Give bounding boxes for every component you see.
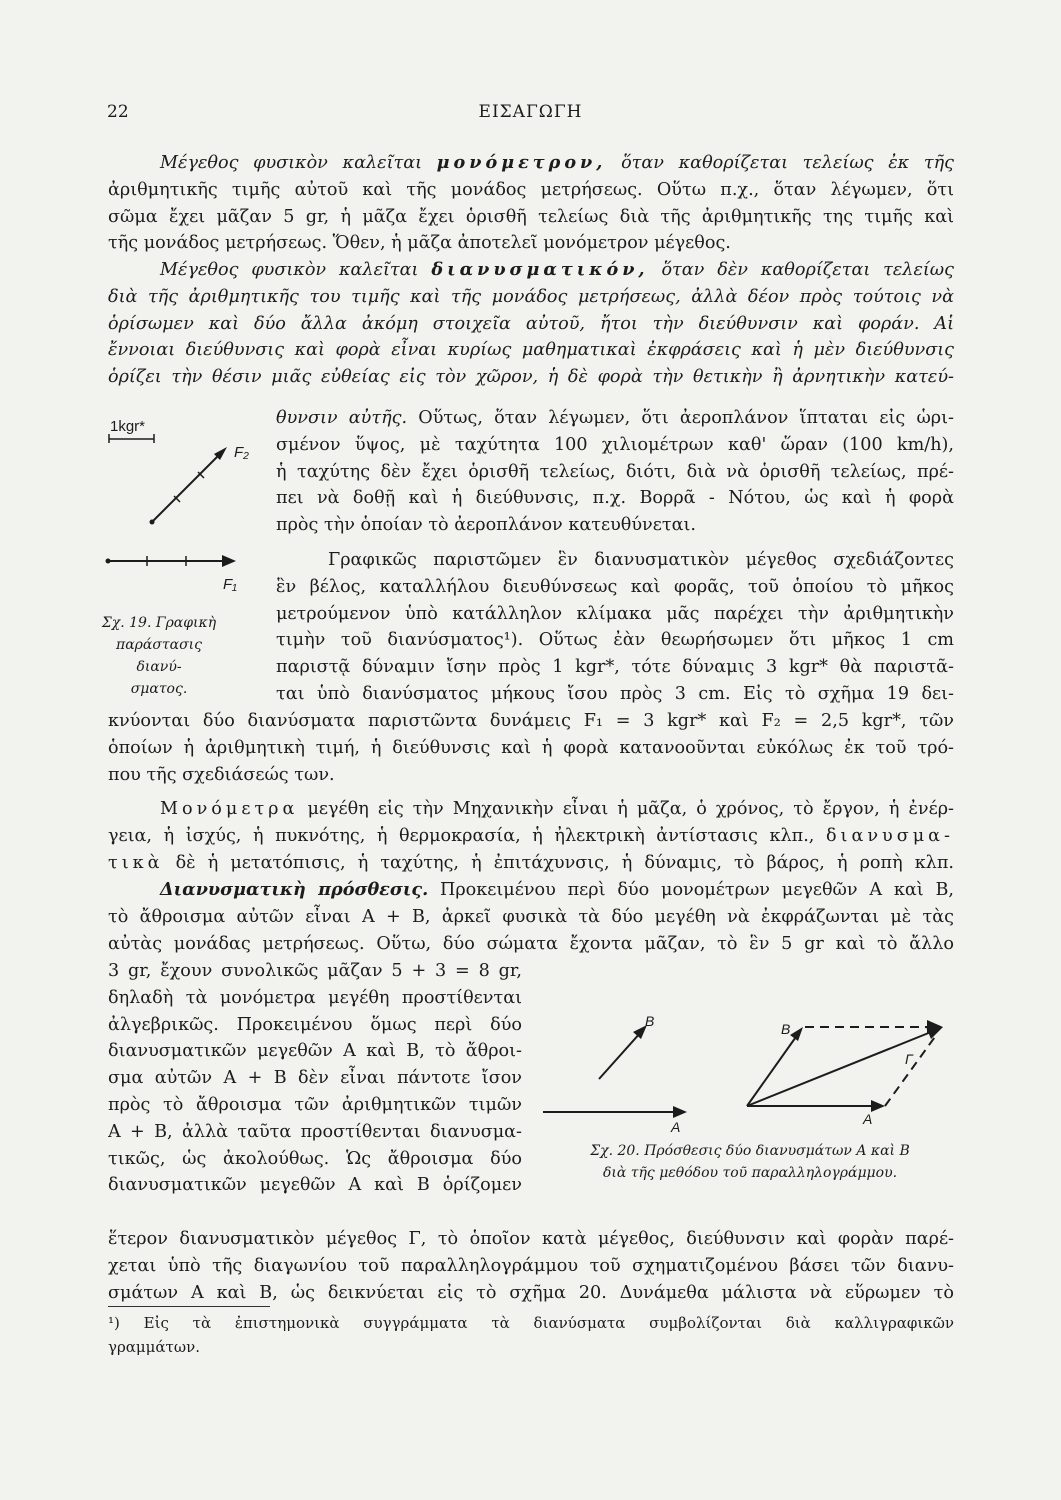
scale-label: 1kgr* — [110, 418, 146, 435]
text-line: ἀριθμητικῆς τιμῆς αὐτοῦ καὶ τῆς μονάδος μετρήσεως. Οὕτω π.χ., ὅταν λέγωμεν, ὅτι — [108, 179, 954, 200]
caption-line: παράστασις διανύ- — [116, 637, 202, 675]
paragraph-examples — [108, 796, 954, 876]
term-scalar: μονόμετρον, — [436, 152, 607, 173]
caption-line: Σχ. 20. Πρόσθεσις δύο διανυσμάτων Α καὶ Β — [590, 1143, 910, 1159]
label-f2: F₂ — [234, 444, 249, 461]
text: Γραφικῶς παριστῶμεν ἓν διανυσματικὸν μέγεθος σχεδιάζοντες — [328, 550, 954, 570]
text-line: ἓν βέλος, καταλλήλου διευθύνσεως καὶ φορᾶς, τοῦ ὁποίου τὸ μῆκος — [276, 576, 954, 597]
text-line: παριστᾷ δύναμιν ἴσην πρὸς 1 kgr*, τότε δύναμις 3 kgr* θὰ παριστᾶ- — [276, 657, 954, 678]
paragraph-vector-addition-end — [108, 1226, 954, 1306]
text-line: σμένον ὕψος, μὲ ταχύτητα 100 χιλιομέτρων καθ' ὥραν (100 km/h), — [276, 434, 954, 455]
paragraph-vector-addition-intro — [108, 877, 954, 957]
running-head: ΕΙΣΑΓΩΓΗ — [478, 102, 583, 122]
text-line: ὁρίζει τὴν θέσιν μιᾶς εὐθείας εἰς τὸν χῶρον, ἡ δὲ φορὰ τὴν θετικὴν ἢ ἀρνητικὴν κατεύ- — [108, 367, 954, 388]
text: Μέγεθος φυσικὸν καλεῖται — [160, 260, 432, 280]
text-line: χεται ὑπὸ τῆς διαγωνίου τοῦ παραλληλογράμμου τοῦ σχηματιζομένου βάσει τῶν διανυ- — [108, 1255, 954, 1276]
vector-a-left — [543, 1106, 687, 1118]
text-line: τικῶς, ὡς ἀκολούθως. Ὡς ἄθροισμα δύο — [108, 1148, 522, 1169]
vector-f2 — [150, 447, 228, 525]
text-line: σμα αὐτῶν Α + Β δὲν εἶναι πάντοτε ἴσον — [108, 1068, 522, 1089]
text-line: τὸ ἄθροισμα αὐτῶν εἶναι Α + Β, ἀρκεῖ φυσικὰ τὰ δύο μεγέθη νὰ ἐκφράζωνται μὲ τὰς — [108, 906, 954, 927]
label-a-left: A — [671, 1119, 681, 1135]
text: ὅταν καθορίζεται τελείως ἐκ τῆς — [606, 153, 954, 173]
text: ὅταν δὲν καθορίζεται τελείως — [648, 260, 954, 280]
text-line: διὰ τῆς ἀριθμητικῆς του τιμῆς καὶ τῆς μονάδος μετρήσεως, ἀλλὰ δέον πρὸς τούτοις νὰ — [108, 286, 954, 307]
term-scalar: Μονόμετρα — [160, 799, 299, 819]
footnote-line: γραμμάτων. — [108, 1338, 200, 1356]
text-line: ται ὑπὸ διανύσματος μήκους ἴσου πρὸς 3 cm. Εἰς τὸ σχῆμα 19 δει- — [276, 683, 954, 704]
text: Προκειμένου περὶ δύο μονομέτρων μεγεθῶν Α καὶ Β, — [428, 880, 954, 900]
footnote — [108, 1311, 954, 1359]
text: γεια, ἡ ἰσχύς, ἡ πυκνότης, ἡ θερμοκρασία, ἡ ἠλεκτρικὴ ἀντίστασις κλπ., — [108, 825, 826, 846]
text-line: αὐτὰς μονάδας μετρήσεως. Οὕτω, δύο σώματα ἔχοντα μᾶζαν, τὸ ἓν 5 gr καὶ τὸ ἄλλο — [108, 933, 954, 954]
page-number: 22 — [107, 102, 129, 122]
text-line: κνύονται δύο διανύσματα παριστῶντα δυνάμεις F₁ = 3 kgr* καὶ F₂ = 2,5 kgr*, τῶν — [108, 711, 954, 731]
text-line: ἡ ταχύτης δὲν ἔχει ὁρισθῆ τελείως, διότι, διὰ νὰ ὁρισθῆ τελείως, πρέ- — [276, 461, 954, 482]
paragraph-vector-definition — [108, 257, 954, 391]
text-line: δηλαδὴ τὰ μονόμετρα μεγέθη προστίθενται — [108, 987, 522, 1008]
text-line: 3 gr, ἔχουν συνολικῶς μᾶζαν 5 + 3 = 8 gr, — [108, 961, 522, 981]
text-line: πρὸς τὴν ὁποίαν τὸ ἀεροπλάνον κατευθύνεται. — [276, 515, 696, 536]
text-line: ὁποίων ἡ ἀριθμητικὴ τιμή, ἡ διεύθυνσις καὶ ἡ φορὰ κατανοοῦνται εὐκόλως ἐκ τοῦ τρό- — [108, 737, 954, 758]
label-gamma: Γ — [905, 1051, 913, 1067]
footnote-line: ¹) Εἰς τὰ ἐπιστημονικὰ συγγράμματα τὰ διανύσματα συμβολίζονται διὰ καλλιγραφικῶν — [108, 1314, 954, 1332]
term-vector: διανυσματικόν, — [431, 259, 649, 280]
text-line: μετρούμενον ὑπὸ κατάλληλον κλίμακα μᾶς παρέχει τὴν ἀριθμητικὴν — [276, 603, 954, 624]
text: Οὕτως, ὅταν λέγωμεν, ὅτι ἀεροπλάνον ἵπταται εἰς ὡρι- — [407, 408, 954, 428]
text-line: διανυσματικῶν μεγεθῶν Α καὶ Β ὁρίζομεν — [108, 1175, 522, 1196]
text: δὲ ἡ μετατόπισις, ἡ ταχύτης, ἡ ἐπιτάχυνσις, ἡ δύναμις, τὸ βάρος, ἡ ροπὴ κλπ. — [163, 852, 954, 873]
text-line: ὁρίσωμεν καὶ δύο ἄλλα ἀκόμη στοιχεῖα αὐτοῦ, ἤτοι τὴν διεύθυνσιν καὶ φοράν. Αἱ — [108, 313, 954, 334]
text-line: πει νὰ δοθῇ καὶ ἡ διεύθυνσις, π.χ. Βορρᾶ - Νότου, ὡς καὶ ἡ φορὰ — [276, 488, 954, 509]
paragraph-scalar-definition — [108, 150, 954, 257]
dashed-parallel-a — [805, 1020, 943, 1034]
text-line: τιμὴν τοῦ διανύσματος¹). Οὕτως ἐὰν θεωρήσωμεν ὅτι μῆκος 1 cm — [276, 630, 954, 651]
figure-19 — [100, 405, 270, 605]
label-b-left: B — [645, 1013, 655, 1029]
footnote-rule — [108, 1306, 270, 1307]
term-vector: διανυσμα- — [825, 825, 954, 846]
text: Μέγεθος φυσικὸν καλεῖται — [160, 153, 437, 173]
dashed-parallel-b — [885, 1034, 937, 1106]
caption-line: διὰ τῆς μεθόδου τοῦ παραλληλογράμμου. — [602, 1165, 898, 1181]
text-line: ἕτερον διανυσματικὸν μέγεθος Γ, τὸ ὁποῖον κατὰ μέγεθος, διεύθυνσιν καὶ φορὰν παρέ- — [108, 1229, 954, 1249]
caption-line: σματος. — [130, 681, 188, 697]
figure-19-caption — [100, 612, 218, 700]
paragraph-vector-addition-column — [108, 958, 522, 1199]
label-a-right: A — [863, 1111, 873, 1127]
text-line: Α + Β, ἀλλὰ ταῦτα προστίθενται διανυσμα- — [108, 1121, 522, 1142]
label-f1: F₁ — [223, 576, 237, 593]
figure-20-caption — [545, 1140, 955, 1184]
paragraph-airplane-example — [276, 405, 954, 539]
text-line: ἔννοιαι διεύθυνσις καὶ φορὰ εἶναι κυρίως μαθηματικαὶ ἐκφράσεις καὶ ἡ μὲν διεύθυνσις — [108, 340, 954, 361]
term-vector: τικὰ — [108, 852, 164, 873]
text-line: τῆς μονάδος μετρήσεως. Ὅθεν, ἡ μᾶζα ἀποτελεῖ μονόμετρον μέγεθος. — [108, 233, 731, 254]
label-b-right: B — [781, 1021, 791, 1037]
text-line: ἀλγεβρικῶς. Προκειμένου ὅμως περὶ δύο — [108, 1014, 522, 1035]
text-line: διανυσματικῶν μεγεθῶν Α καὶ Β, τὸ ἄθροι- — [108, 1041, 522, 1062]
text-line: σμάτων Α καὶ Β, ὡς δεικνύεται εἰς τὸ σχῆμα 20. Δυνάμεθα μάλιστα νὰ εὕρωμεν τὸ — [108, 1282, 954, 1303]
text-line: που τῆς σχεδιάσεώς των. — [108, 764, 335, 785]
section-heading: Διανυσματικὴ πρόσθεσις. — [160, 879, 429, 900]
figure-20 — [535, 1010, 960, 1135]
caption-line: Σχ. 19. Γραφικὴ — [101, 615, 217, 631]
text: μεγέθη εἰς τὴν Μηχανικὴν εἶναι ἡ μᾶζα, ὁ χρόνος, τὸ ἔργον, ἡ ἐνέρ- — [298, 799, 954, 819]
vector-b-left — [599, 1025, 647, 1079]
paragraph-graphical-part1 — [276, 547, 954, 708]
paragraph-graphical-part2 — [108, 708, 954, 788]
text: θυνσιν αὐτῆς. — [276, 408, 408, 428]
text-line: σῶμα ἔχει μᾶζαν 5 gr, ἡ μᾶζα ἔχει ὁρισθῆ τελείως διὰ τῆς ἀριθμητικῆς της τιμῆς καὶ — [108, 206, 954, 227]
text-line: πρὸς τὸ ἄθροισμα τῶν ἀριθμητικῶν τιμῶν — [108, 1094, 522, 1115]
vector-f1 — [106, 555, 237, 567]
